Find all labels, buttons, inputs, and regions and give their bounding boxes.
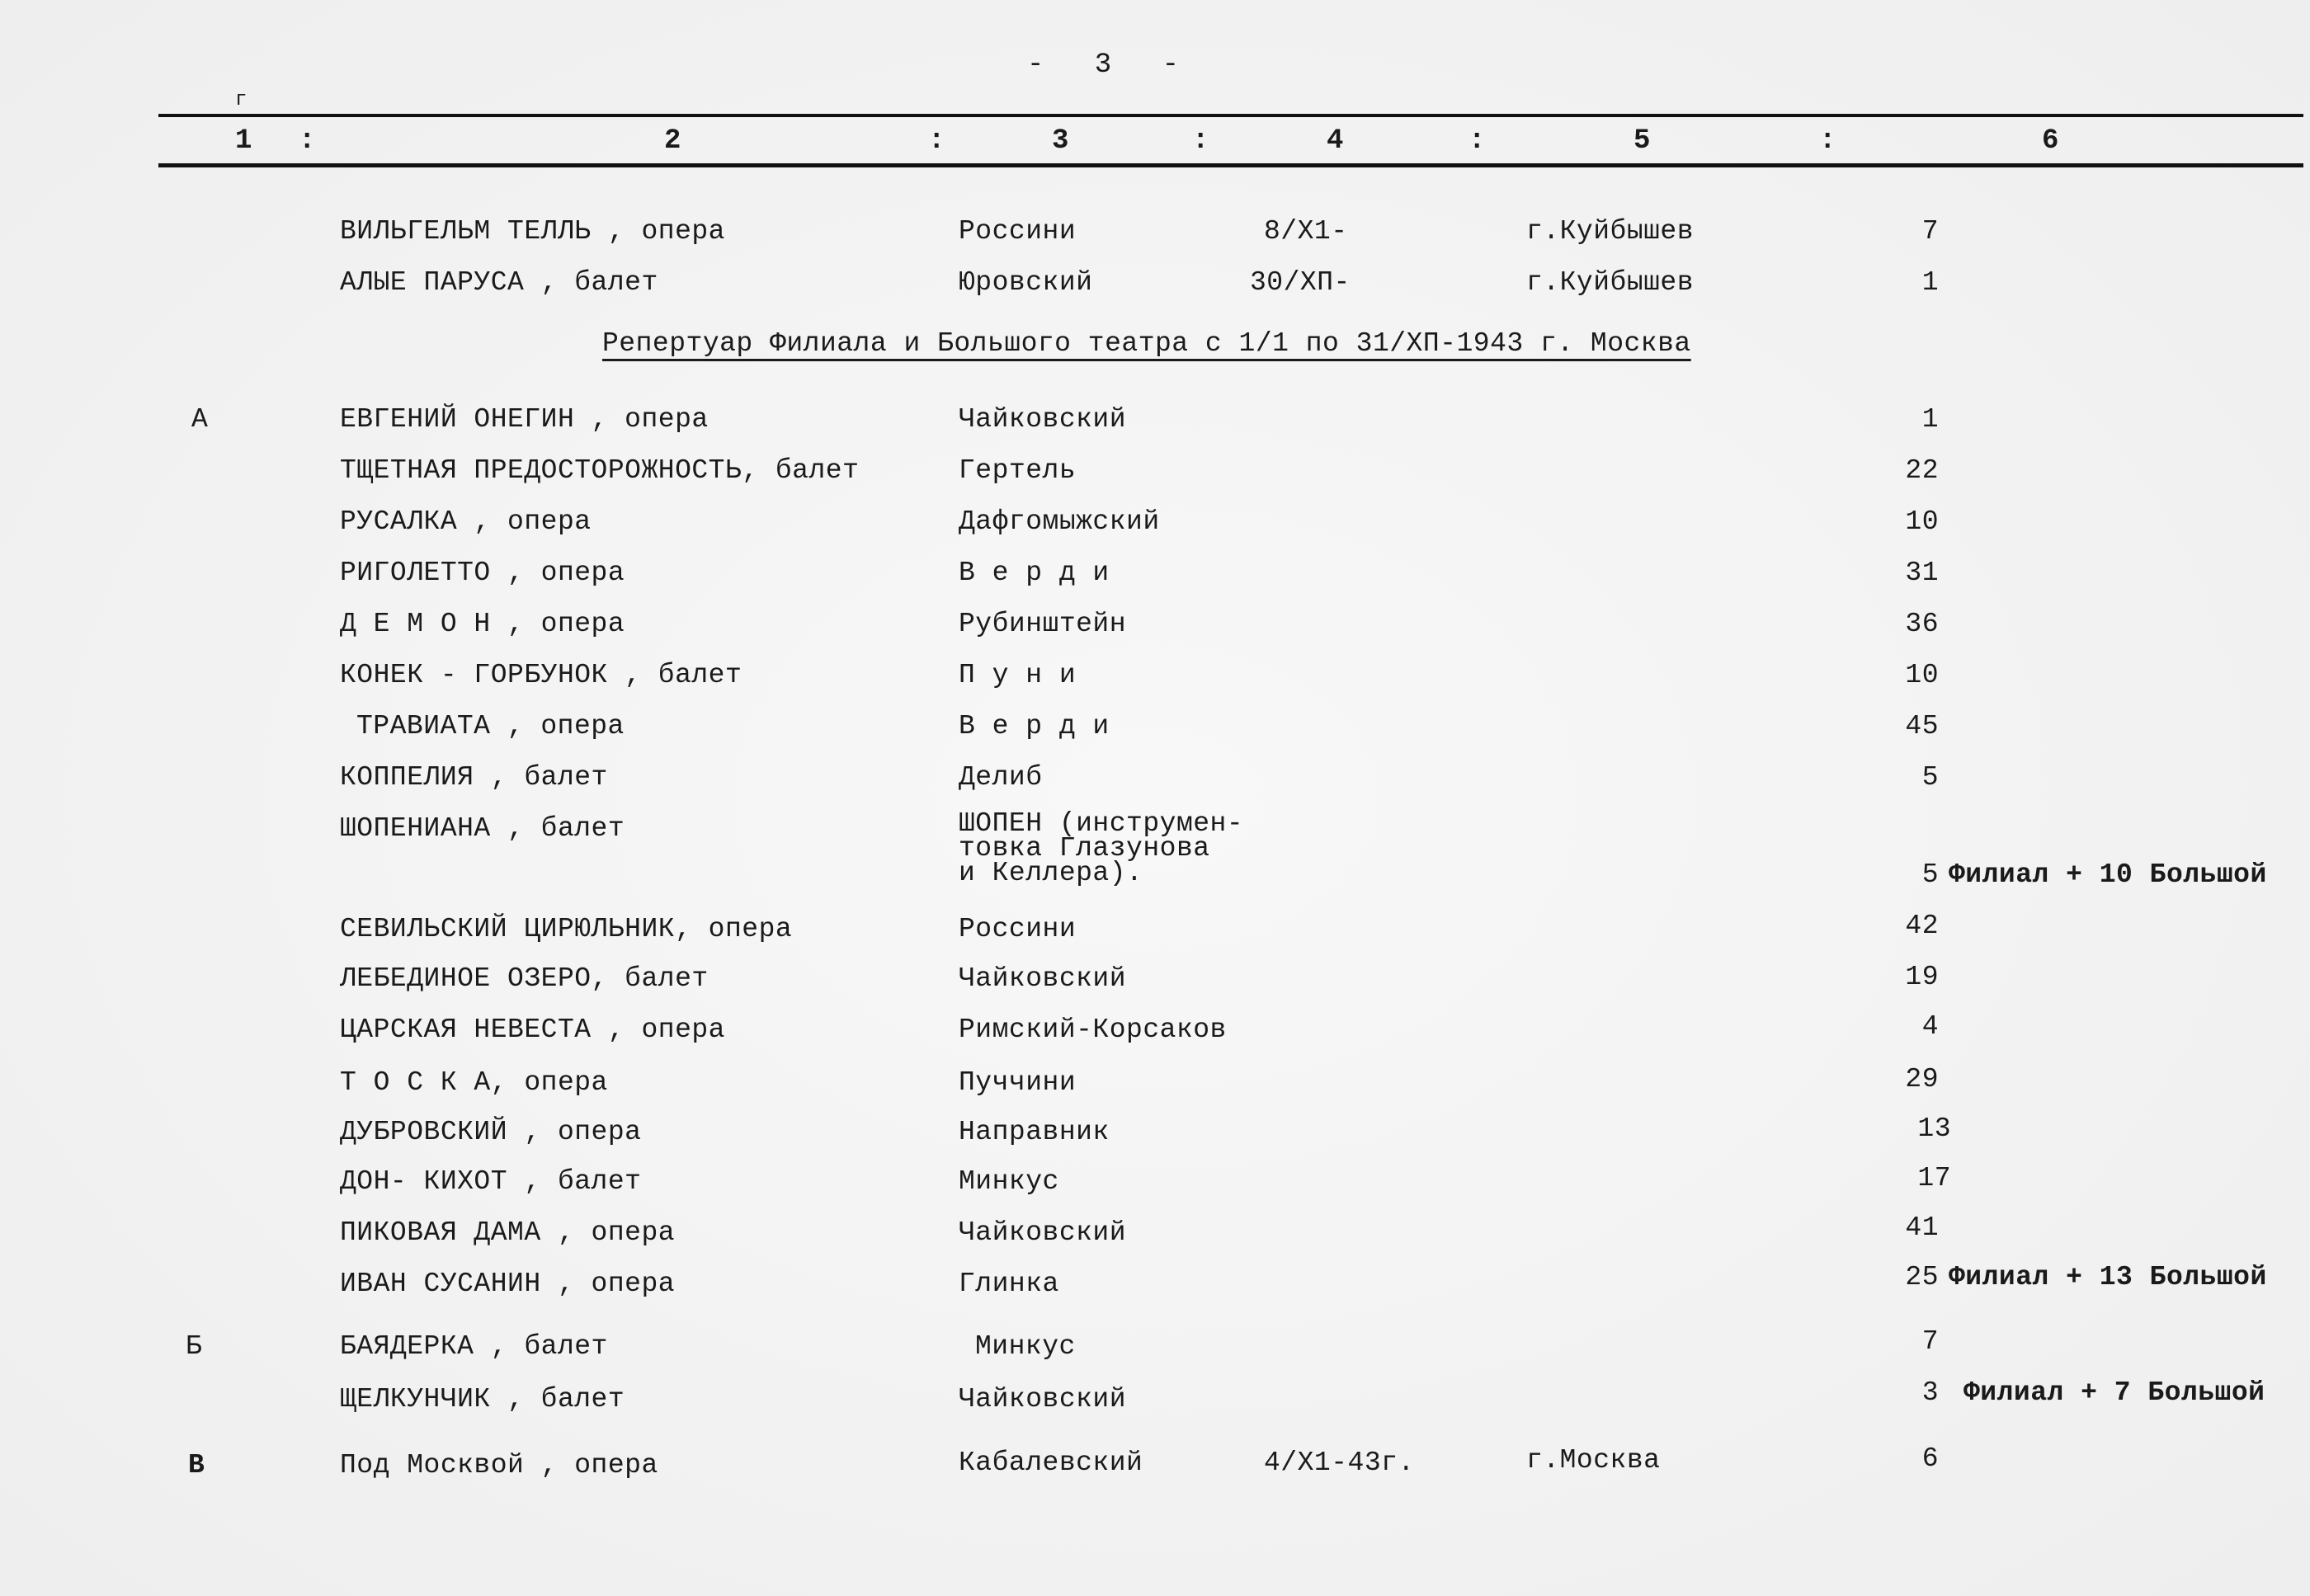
row-author: Россини <box>959 914 1077 944</box>
row-count: 17 <box>1917 1163 1951 1193</box>
row-title: КОНЕК - ГОРБУНОК , балет <box>340 660 742 690</box>
row-author: Пуччини <box>959 1067 1077 1098</box>
row-author-line: и Келлера). <box>959 858 1143 888</box>
row-title: ЛЕБЕДИНОЕ ОЗЕРО, балет <box>340 963 709 994</box>
row-author: Чайковский <box>959 1217 1127 1248</box>
row-title: ШОПЕНИАНА , балет <box>340 813 625 844</box>
column-header-3: 3 <box>1052 125 1069 157</box>
row-title: АЛЫЕ ПАРУСА , балет <box>340 267 658 298</box>
row-author: Гертель <box>959 455 1077 486</box>
row-title: БАЯДЕРКА , балет <box>340 1331 608 1362</box>
row-date: 4/Х1-43г. <box>1264 1448 1415 1478</box>
row-title: ВИЛЬГЕЛЬМ ТЕЛЛЬ , опера <box>340 216 725 247</box>
row-count: 10 <box>1905 506 1939 537</box>
row-count: 1 <box>1921 404 1939 435</box>
row-count: 6 <box>1921 1443 1939 1474</box>
row-title: Т О С К А, опера <box>340 1067 608 1098</box>
row-title: РУСАЛКА , опера <box>340 506 592 537</box>
row-author: Глинка <box>959 1269 1059 1299</box>
column-header-6: 6 <box>2042 125 2059 157</box>
row-note: Филиал + 10 Большой <box>1949 859 2267 890</box>
row-title: Под Москвой , опера <box>340 1450 658 1481</box>
row-author: В е р д и <box>959 711 1110 742</box>
row-count: 3 <box>1921 1377 1939 1408</box>
row-title: ЦАРСКАЯ НЕВЕСТА , опера <box>340 1015 725 1045</box>
row-title: ЕВГЕНИЙ ОНЕГИН , опера <box>340 404 709 435</box>
section-heading: Репертуар Филиала и Большого театра с 1/1 по 31/ХП-1943 г. Москва <box>602 328 1691 359</box>
row-author: Направник <box>959 1117 1110 1147</box>
row-author: В е р д и <box>959 558 1110 588</box>
column-separator: : <box>928 125 945 157</box>
column-header-1: 1 <box>235 125 252 157</box>
group-letter-v: В <box>188 1450 205 1481</box>
row-title: ПИКОВАЯ ДАМА , опера <box>340 1217 676 1248</box>
row-count: 1 <box>1921 267 1939 298</box>
row-author: Чайковский <box>959 963 1127 994</box>
column-header-2: 2 <box>664 125 681 157</box>
row-count: 25 <box>1905 1262 1939 1292</box>
row-count: 29 <box>1905 1064 1939 1095</box>
row-date: 30/ХП- <box>1250 267 1351 298</box>
row-count: 10 <box>1905 660 1939 690</box>
row-title: ТРАВИАТА , опера <box>356 711 625 742</box>
row-place: г.Куйбышев <box>1526 216 1695 247</box>
column-header-5: 5 <box>1634 125 1651 157</box>
row-count: 42 <box>1905 911 1939 941</box>
row-title: ИВАН СУСАНИН , опера <box>340 1269 676 1299</box>
row-author: Римский-Корсаков <box>959 1015 1227 1045</box>
row-title: Д Е М О Н , опера <box>340 609 625 639</box>
row-count: 19 <box>1905 962 1939 992</box>
row-author-line: товка Глазунова <box>959 833 1210 864</box>
row-count: 22 <box>1905 455 1939 486</box>
row-author: Рубинштейн <box>959 609 1127 639</box>
row-count: 7 <box>1921 216 1939 247</box>
group-letter-b: Б <box>186 1331 203 1362</box>
corner-mark: г <box>235 89 248 111</box>
column-separator: : <box>299 125 316 157</box>
row-author: Юровский <box>959 267 1093 298</box>
row-author: Чайковский <box>959 1384 1127 1415</box>
row-title: РИГОЛЕТТО , опера <box>340 558 625 588</box>
row-author-line: ШОПЕН (инструмен- <box>959 808 1244 839</box>
row-count: 13 <box>1917 1113 1951 1144</box>
row-title: СЕВИЛЬСКИЙ ЦИРЮЛЬНИК, опера <box>340 914 793 944</box>
row-title: КОППЕЛИЯ , балет <box>340 762 608 793</box>
header-top-rule <box>158 114 2303 117</box>
column-header-4: 4 <box>1327 125 1344 157</box>
header-bottom-rule <box>158 163 2303 167</box>
row-author: П у н и <box>959 660 1077 690</box>
row-count: 5 <box>1921 762 1939 793</box>
row-title: ДОН- КИХОТ , балет <box>340 1166 642 1197</box>
row-note: Филиал + 7 Большой <box>1964 1377 2265 1408</box>
row-count: 5 <box>1921 859 1939 890</box>
row-count: 7 <box>1921 1326 1939 1357</box>
column-separator: : <box>1468 125 1486 157</box>
row-count: 36 <box>1905 609 1939 639</box>
row-author: Минкус <box>959 1166 1059 1197</box>
column-separator: : <box>1819 125 1836 157</box>
column-separator: : <box>1192 125 1209 157</box>
row-place: г.Москва <box>1526 1445 1661 1476</box>
row-author: Минкус <box>975 1331 1076 1362</box>
row-author: Дафгомыжский <box>959 506 1160 537</box>
row-title: ЩЕЛКУНЧИК , балет <box>340 1384 625 1415</box>
row-author: Чайковский <box>959 404 1127 435</box>
row-count: 45 <box>1905 711 1939 742</box>
row-author: Кабалевский <box>959 1448 1143 1478</box>
row-title: ТЩЕТНАЯ ПРЕДОСТОРОЖНОСТЬ, балет <box>340 455 860 486</box>
row-count: 31 <box>1905 558 1939 588</box>
row-count: 4 <box>1921 1011 1939 1042</box>
group-letter-a: А <box>191 404 209 435</box>
page-number: - 3 - <box>1027 49 1180 81</box>
row-author: Россини <box>959 216 1077 247</box>
row-author: Делиб <box>959 762 1043 793</box>
row-place: г.Куйбышев <box>1526 267 1695 298</box>
row-count: 41 <box>1905 1212 1939 1243</box>
row-title: ДУБРОВСКИЙ , опера <box>340 1117 642 1147</box>
row-note: Филиал + 13 Большой <box>1949 1262 2267 1292</box>
row-date: 8/Х1- <box>1264 216 1348 247</box>
